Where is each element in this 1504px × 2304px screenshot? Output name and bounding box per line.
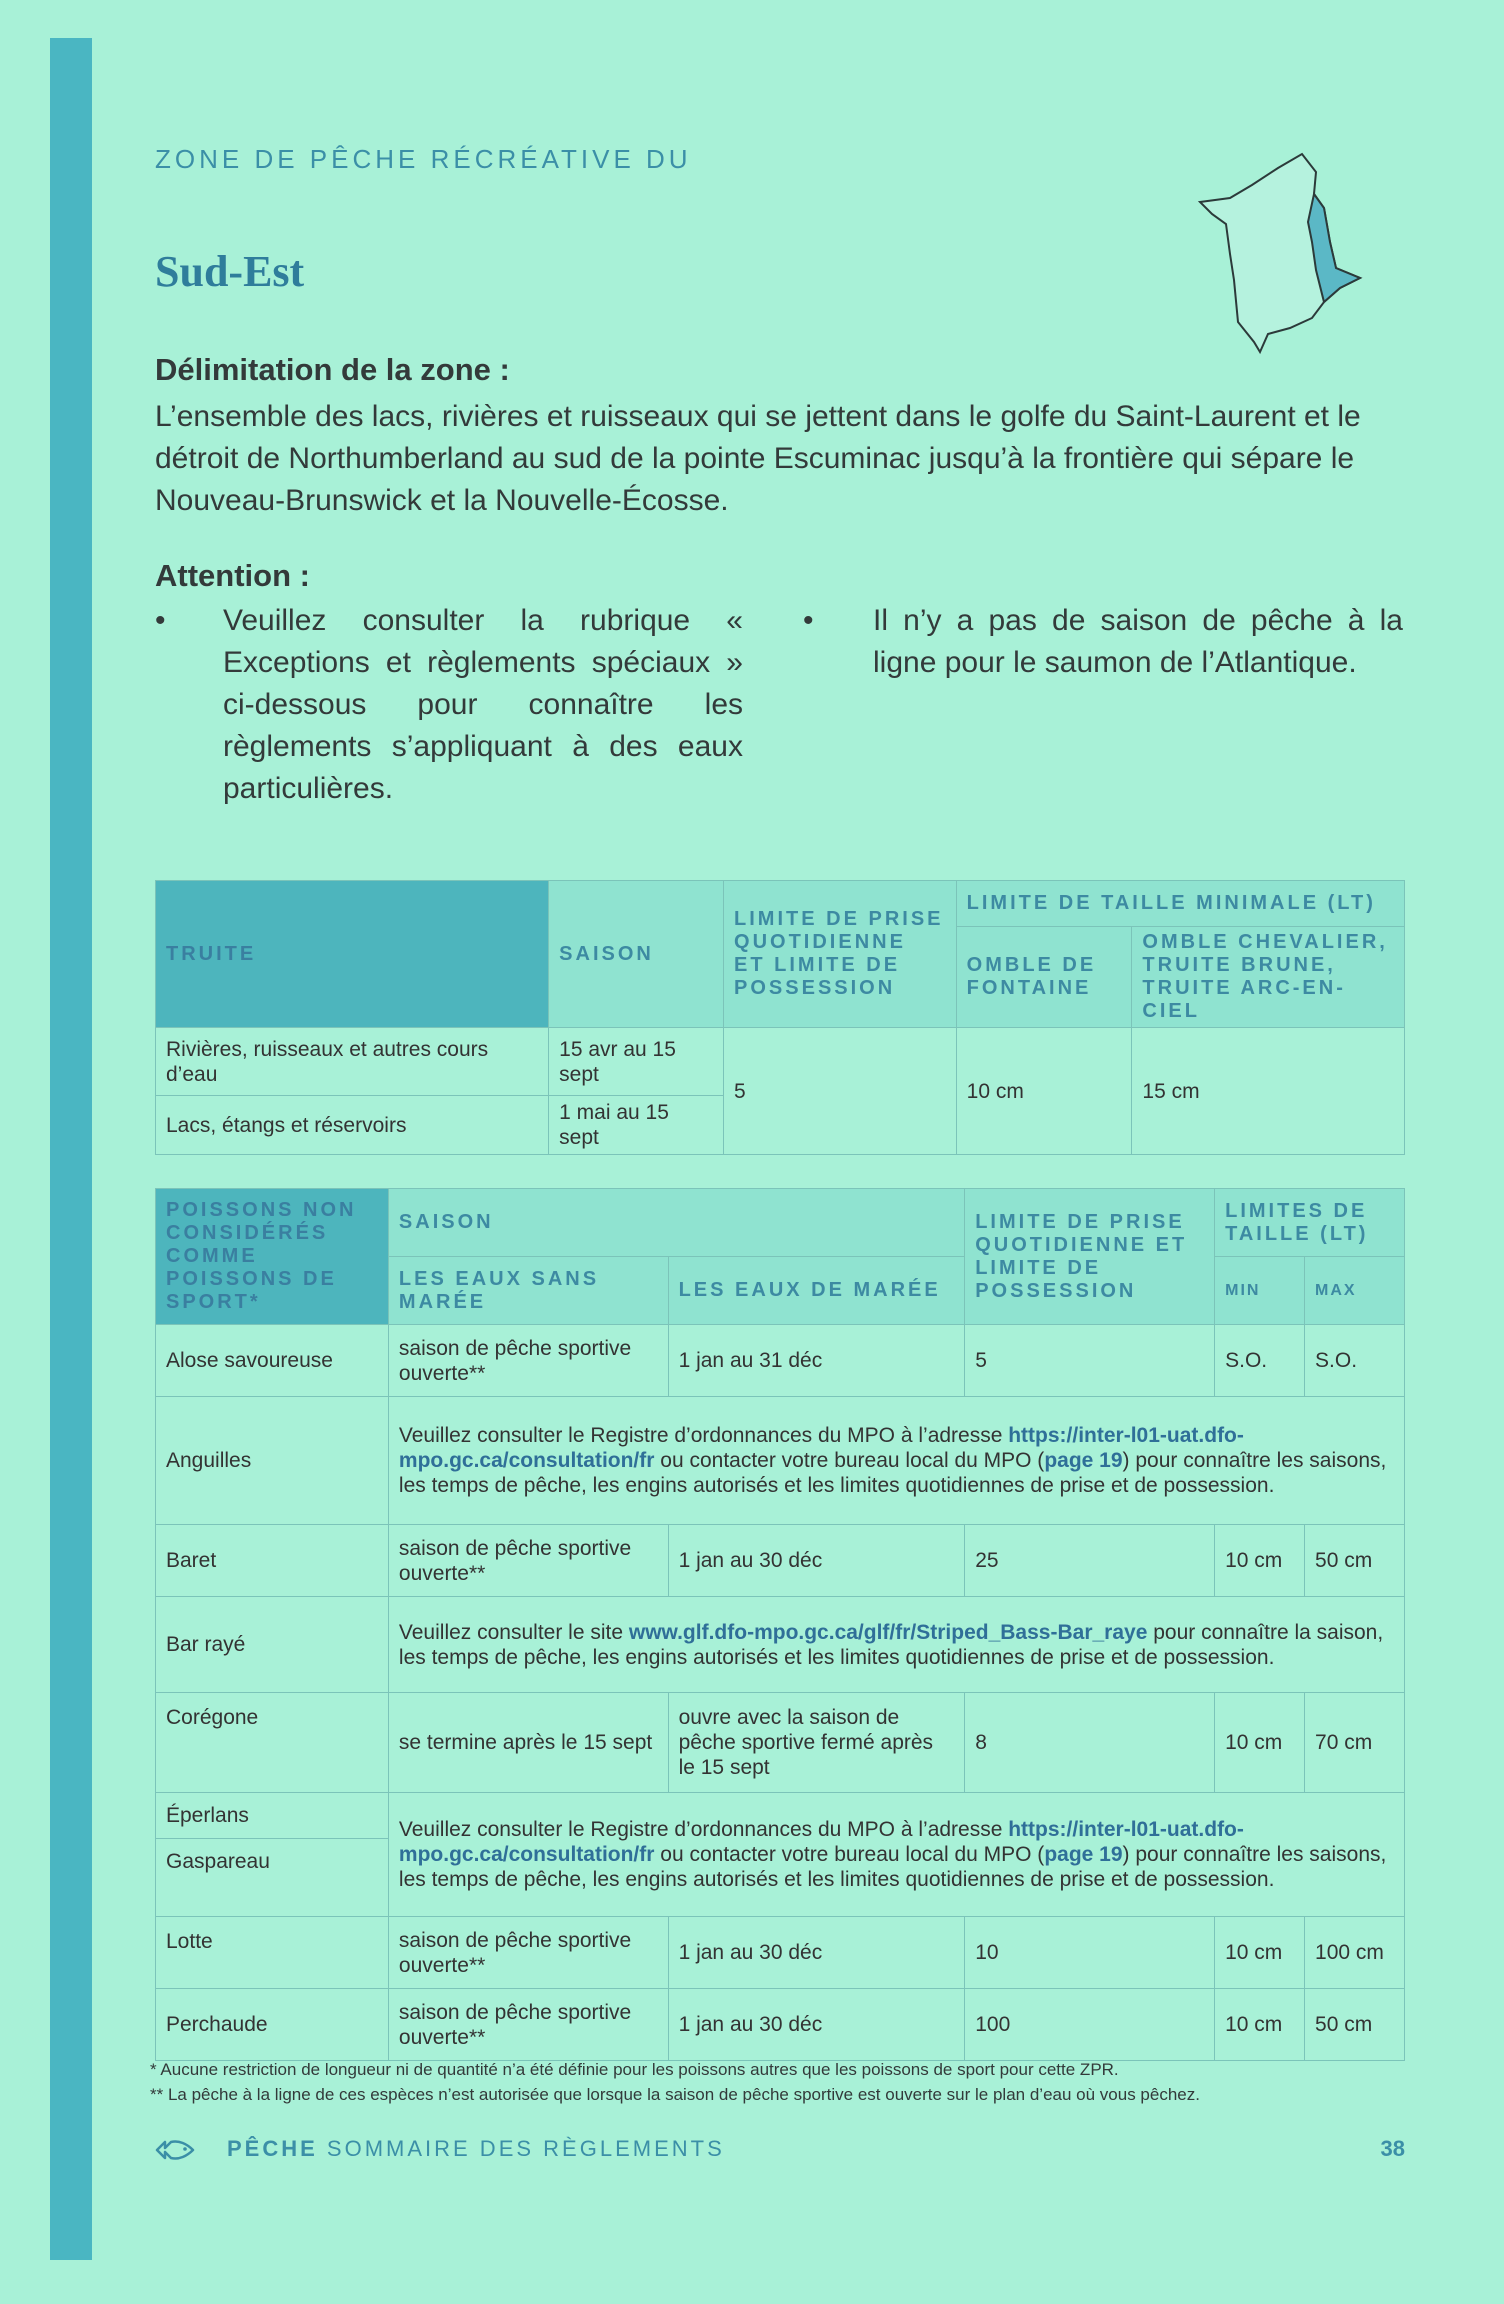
non-tidal-season: saison de pêche sportive ouverte**	[388, 1917, 668, 1989]
trout-limit: 5	[724, 1028, 957, 1155]
zone-title: Sud-Est	[155, 247, 305, 296]
catch-limit: 5	[965, 1325, 1215, 1397]
header-limites-taille: LIMITES DE TAILLE (LT)	[1215, 1189, 1405, 1257]
catch-limit: 10	[965, 1917, 1215, 1989]
table-row	[156, 1525, 1405, 1597]
bullet-dot: •	[155, 604, 166, 637]
header-limite-taille: LIMITE DE TAILLE MINIMALE (LT)	[956, 881, 1404, 927]
species-name: Lotte	[156, 1917, 389, 1989]
size-max: S.O.	[1305, 1325, 1405, 1397]
row-season: 15 avr au 15 sept	[549, 1028, 724, 1096]
zone-label: ZONE DE PÊCHE RÉCRÉATIVE DU	[155, 144, 692, 174]
delimitation-heading: Délimitation de la zone :	[155, 352, 510, 387]
page-number: 38	[1380, 2136, 1405, 2161]
header-limite-prise: LIMITE DE PRISE QUOTIDIENNE ET LIMITE DE POSSESSION	[724, 881, 957, 1028]
catch-limit: 8	[965, 1693, 1215, 1793]
note-text: ou contacter votre bureau local du MPO (	[654, 1449, 1045, 1472]
species-name: Éperlans	[156, 1793, 389, 1839]
row-label: Rivières, ruisseaux et autres cours d’eau	[156, 1028, 549, 1096]
size-min: 10 cm	[1215, 1989, 1305, 2061]
catch-limit: 25	[965, 1525, 1215, 1597]
non-tidal-season: saison de pêche sportive ouverte**	[388, 1989, 668, 2061]
header-saison: SAISON	[549, 881, 724, 1028]
note-text: Veuillez consulter le site	[398, 1620, 629, 1644]
size-min: 10 cm	[1215, 1917, 1305, 1989]
note-text: Veuillez consulter le Registre d’ordonnances du MPO à l’adresse	[398, 1818, 1009, 1841]
tidal-season: 1 jan au 30 déc	[668, 1917, 965, 1989]
row-label: Lacs, étangs et réservoirs	[156, 1096, 549, 1155]
footer-label	[227, 2136, 725, 2162]
non-tidal-season: saison de pêche sportive ouverte**	[388, 1525, 668, 1597]
size-max: 70 cm	[1305, 1693, 1405, 1793]
header-eaux-de-maree: LES EAUX DE MARÉE	[668, 1257, 965, 1325]
tidal-season: 1 jan au 30 déc	[668, 1525, 965, 1597]
size-min: S.O.	[1215, 1325, 1305, 1397]
species-name: Alose savoureuse	[156, 1325, 389, 1397]
trout-size-1: 10 cm	[956, 1028, 1132, 1155]
footnote-1: * Aucune restriction de longueur ni de quantité n’a été définie pour les poissons autres que les poissons de sport pour cette ZPR.	[150, 2060, 1119, 2079]
tidal-season: 1 jan au 31 déc	[668, 1325, 965, 1397]
note-text: ) pour connaître les saisons, les temps de pêche, les engins autorisés et les limites quotidiennes de prise et de possession.	[398, 1449, 1387, 1497]
registry-link[interactable]: https://inter-l01-uat.dfo-mpo.gc.ca/consultation/fr	[398, 1424, 1244, 1472]
row-season: 1 mai au 15 sept	[549, 1096, 724, 1155]
species-name: Anguilles	[156, 1397, 389, 1525]
attention-bullets	[155, 600, 1405, 810]
table-row	[156, 1917, 1405, 1989]
header-omble-fontaine: OMBLE DE FONTAINE	[956, 927, 1132, 1028]
fish-icon	[155, 2138, 195, 2162]
catch-limit: 100	[965, 1989, 1215, 2061]
bullet-dot: •	[803, 604, 814, 637]
footer-label-bold: PÊCHE	[227, 2136, 318, 2161]
non-tidal-season: se termine après le 15 sept	[388, 1693, 668, 1793]
footer-label-rest: SOMMAIRE DES RÈGLEMENTS	[317, 2136, 725, 2161]
non-sport-fish-table	[155, 1188, 1405, 2061]
note-text: Veuillez consulter le Registre d’ordonnances du MPO à l’adresse	[398, 1424, 1009, 1447]
table-row	[156, 1693, 1405, 1793]
header-min: MIN	[1215, 1257, 1305, 1325]
striped-bass-link[interactable]: www.glf.dfo-mpo.gc.ca/glf/fr/Striped_Bass-Bar_raye	[628, 1620, 1148, 1644]
table-row	[156, 1989, 1405, 2061]
size-max: 50 cm	[1305, 1525, 1405, 1597]
table-row	[156, 1397, 1405, 1525]
note-text: ) pour connaître les saisons, les temps de pêche, les engins autorisés et les limites quotidiennes de prise et de possession.	[398, 1843, 1387, 1891]
tidal-season: ouvre avec la saison de pêche sportive fermé après le 15 sept	[668, 1693, 965, 1793]
footnote-2: ** La pêche à la ligne de ces espèces n’est autorisée que lorsque la saison de pêche sportive est ouverte sur le plan d’eau où vous pêchez.	[150, 2085, 1200, 2104]
size-min: 10 cm	[1215, 1525, 1305, 1597]
header-omble-chevalier: OMBLE CHEVALIER, TRUITE BRUNE, TRUITE ARC-EN-CIEL	[1132, 927, 1405, 1028]
registry-link[interactable]: https://inter-l01-uat.dfo-mpo.gc.ca/consultation/fr	[398, 1818, 1244, 1866]
header-limite-prise: LIMITE DE PRISE QUOTIDIENNE ET LIMITE DE POSSESSION	[965, 1189, 1215, 1325]
delimitation-text: L’ensemble des lacs, rivières et ruisseaux qui se jettent dans le golfe du Saint-Laurent et le détroit de Northumberland au sud de la pointe Escuminac jusqu’à la frontière qui sépare le Nouveau-Brunswick et la Nouvelle-Écosse.	[155, 400, 1361, 517]
footnotes	[150, 2057, 1410, 2107]
species-name: Bar rayé	[156, 1597, 389, 1693]
species-name: Baret	[156, 1525, 389, 1597]
trout-size-2: 15 cm	[1132, 1028, 1405, 1155]
note-text: ou contacter votre bureau local du MPO (	[654, 1843, 1045, 1866]
header-poissons: POISSONS NON CONSIDÉRÉS COMME POISSONS DE SPORT*	[156, 1189, 389, 1325]
attention-bullet-1	[155, 600, 755, 810]
page-ref-link[interactable]: page 19	[1044, 1449, 1123, 1472]
header-saison: SAISON	[388, 1189, 964, 1257]
size-max: 50 cm	[1305, 1989, 1405, 2061]
header-eaux-sans-maree: LES EAUX SANS MARÉE	[388, 1257, 668, 1325]
size-min: 10 cm	[1215, 1693, 1305, 1793]
page-footer	[155, 2136, 1405, 2166]
species-name: Gaspareau	[156, 1839, 389, 1917]
page-ref-link[interactable]: page 19	[1044, 1843, 1123, 1866]
attention-bullet-2	[803, 600, 1403, 810]
tidal-season: 1 jan au 30 déc	[668, 1989, 965, 2061]
non-tidal-season: saison de pêche sportive ouverte**	[388, 1325, 668, 1397]
trout-table	[155, 880, 1405, 1155]
species-name: Perchaude	[156, 1989, 389, 2061]
note-text: pour connaître la saison, les temps de pêche, les engins autorisés et les limites quotidiennes de prise et de possession.	[398, 1620, 1384, 1669]
table-row	[156, 1793, 1405, 1839]
consult-note	[388, 1793, 1404, 1917]
header-truite: TRUITE	[156, 881, 549, 1028]
size-max: 100 cm	[1305, 1917, 1405, 1989]
bullet-text: Veuillez consulter la rubrique « Exceptions et règlements spéciaux » ci-dessous pour connaître les règlements s’appliquant à des eaux particulières.	[223, 604, 743, 805]
species-name: Corégone	[156, 1693, 389, 1793]
consult-note	[388, 1597, 1404, 1693]
consult-note	[388, 1397, 1404, 1525]
table-row	[156, 1597, 1405, 1693]
bullet-text: Il n’y a pas de saison de pêche à la ligne pour le saumon de l’Atlantique.	[873, 604, 1403, 679]
new-brunswick-map-icon	[1190, 150, 1370, 360]
table-row	[156, 1325, 1405, 1397]
attention-heading: Attention :	[155, 558, 310, 593]
header-max: MAX	[1305, 1257, 1405, 1325]
sidebar-accent-bar	[50, 38, 92, 2260]
